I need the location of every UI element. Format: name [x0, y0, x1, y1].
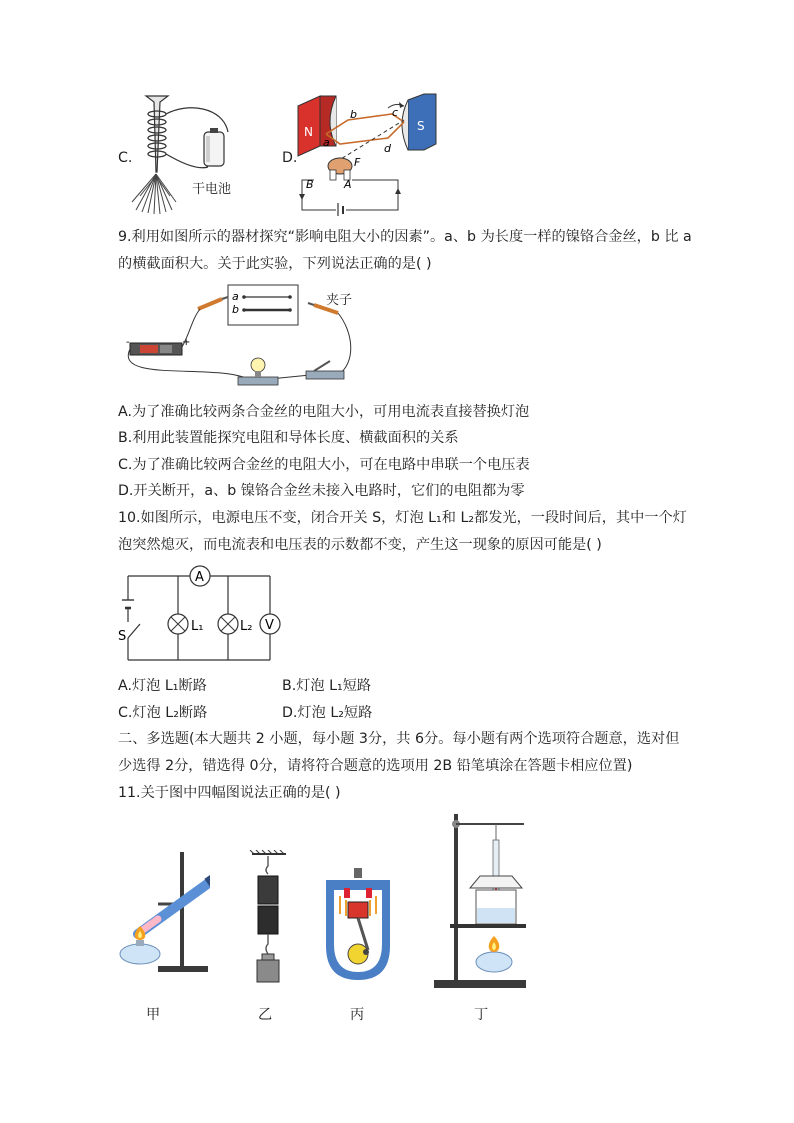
- caption-bing: 丙: [350, 1007, 365, 1023]
- figure-bing-engine-stroke: [322, 866, 394, 984]
- svg-text:+: +: [182, 337, 191, 348]
- q9-option-d: D.开关断开，a、b 镍铬合金丝未接入电路时，它们的电阻都为零: [118, 483, 525, 499]
- wire-b-label: b: [232, 303, 239, 316]
- figure-yi-hanging-blocks: [246, 850, 292, 990]
- coil-b-label: b: [350, 108, 357, 121]
- figure-ding-boiling-water: [430, 812, 530, 992]
- coil-c-label: c: [392, 106, 399, 119]
- q9-option-c: C.为了准确比较两合金丝的电阻大小，可在电路中串联一个电压表: [118, 457, 530, 473]
- voltmeter-label: V: [265, 618, 274, 633]
- q10-stem-line1: 10.如图所示，电源电压不变，闭合开关 S，灯泡 L₁和 L₂都发光，一段时间后，其中一个灯: [118, 510, 687, 526]
- q11-stem: 11.关于图中四幅图说法正确的是( ): [118, 785, 341, 801]
- magnet-n-label: N: [304, 125, 313, 139]
- lamp-l2-label: L₂: [240, 619, 253, 634]
- caption-ding: 丁: [474, 1007, 489, 1023]
- q10-stem-line2: 泡突然熄灭，而电流表和电压表的示数都不变，产生这一现象的原因可能是( ): [118, 537, 602, 553]
- magnet-s-label: S: [417, 119, 425, 133]
- caption-yi: 乙: [258, 1007, 273, 1023]
- ammeter-label: A: [195, 570, 204, 585]
- force-f-label: F: [354, 156, 361, 169]
- q9-stem-line2: 的横截面积大。关于此实验，下列说法正确的是( ): [118, 256, 432, 272]
- wire-a-label: a: [232, 290, 239, 303]
- caption-jia: 甲: [146, 1007, 161, 1023]
- battery-label: 干电池: [192, 182, 232, 197]
- section2-heading-line2: 少选得 2分，错选得 0分，请将符合题意的选项用 2B 铅笔填涂在答题卡相应位置): [118, 758, 633, 774]
- q10-option-b: B.灯泡 L₁短路: [282, 678, 372, 694]
- figure-jia-test-tube-heating: [118, 846, 210, 976]
- q9-stem-line1: 9.利用如图所示的器材探究“影响电阻大小的因素”。a、b 为长度一样的镍铬合金丝，b 比 a: [118, 229, 692, 245]
- svg-text:-: -: [126, 337, 130, 348]
- q9-option-a: A.为了准确比较两条合金丝的电阻大小，可用电流表直接替换灯泡: [118, 404, 530, 420]
- circuit-diagram-q10: [116, 564, 286, 668]
- coil-a-label: a: [323, 136, 330, 149]
- q10-option-d: D.灯泡 L₂短路: [282, 705, 373, 721]
- electromagnet-nail-figure: [128, 92, 238, 217]
- q8-option-d-label: D.: [282, 150, 298, 166]
- clip-label: 夹子: [326, 293, 353, 308]
- q10-option-a: A.灯泡 L₁断路: [118, 678, 207, 694]
- lamp-l1-label: L₁: [191, 619, 204, 634]
- switch-s-label: S: [118, 629, 127, 644]
- q10-option-c: C.灯泡 L₂断路: [118, 705, 208, 721]
- q9-option-b: B.利用此装置能探究电阻和导体长度、横截面积的关系: [118, 430, 459, 446]
- motor-coil-figure: [296, 92, 446, 216]
- q8-option-c-label: C.: [118, 150, 133, 166]
- brush-b-label: B: [306, 178, 314, 191]
- brush-a-label: A: [344, 178, 352, 191]
- section2-heading-line1: 二、多选题(本大题共 2 小题，每小题 3分，共 6分。每小题有两个选项符合题意，选对但: [118, 731, 680, 747]
- coil-d-label: d: [384, 142, 391, 155]
